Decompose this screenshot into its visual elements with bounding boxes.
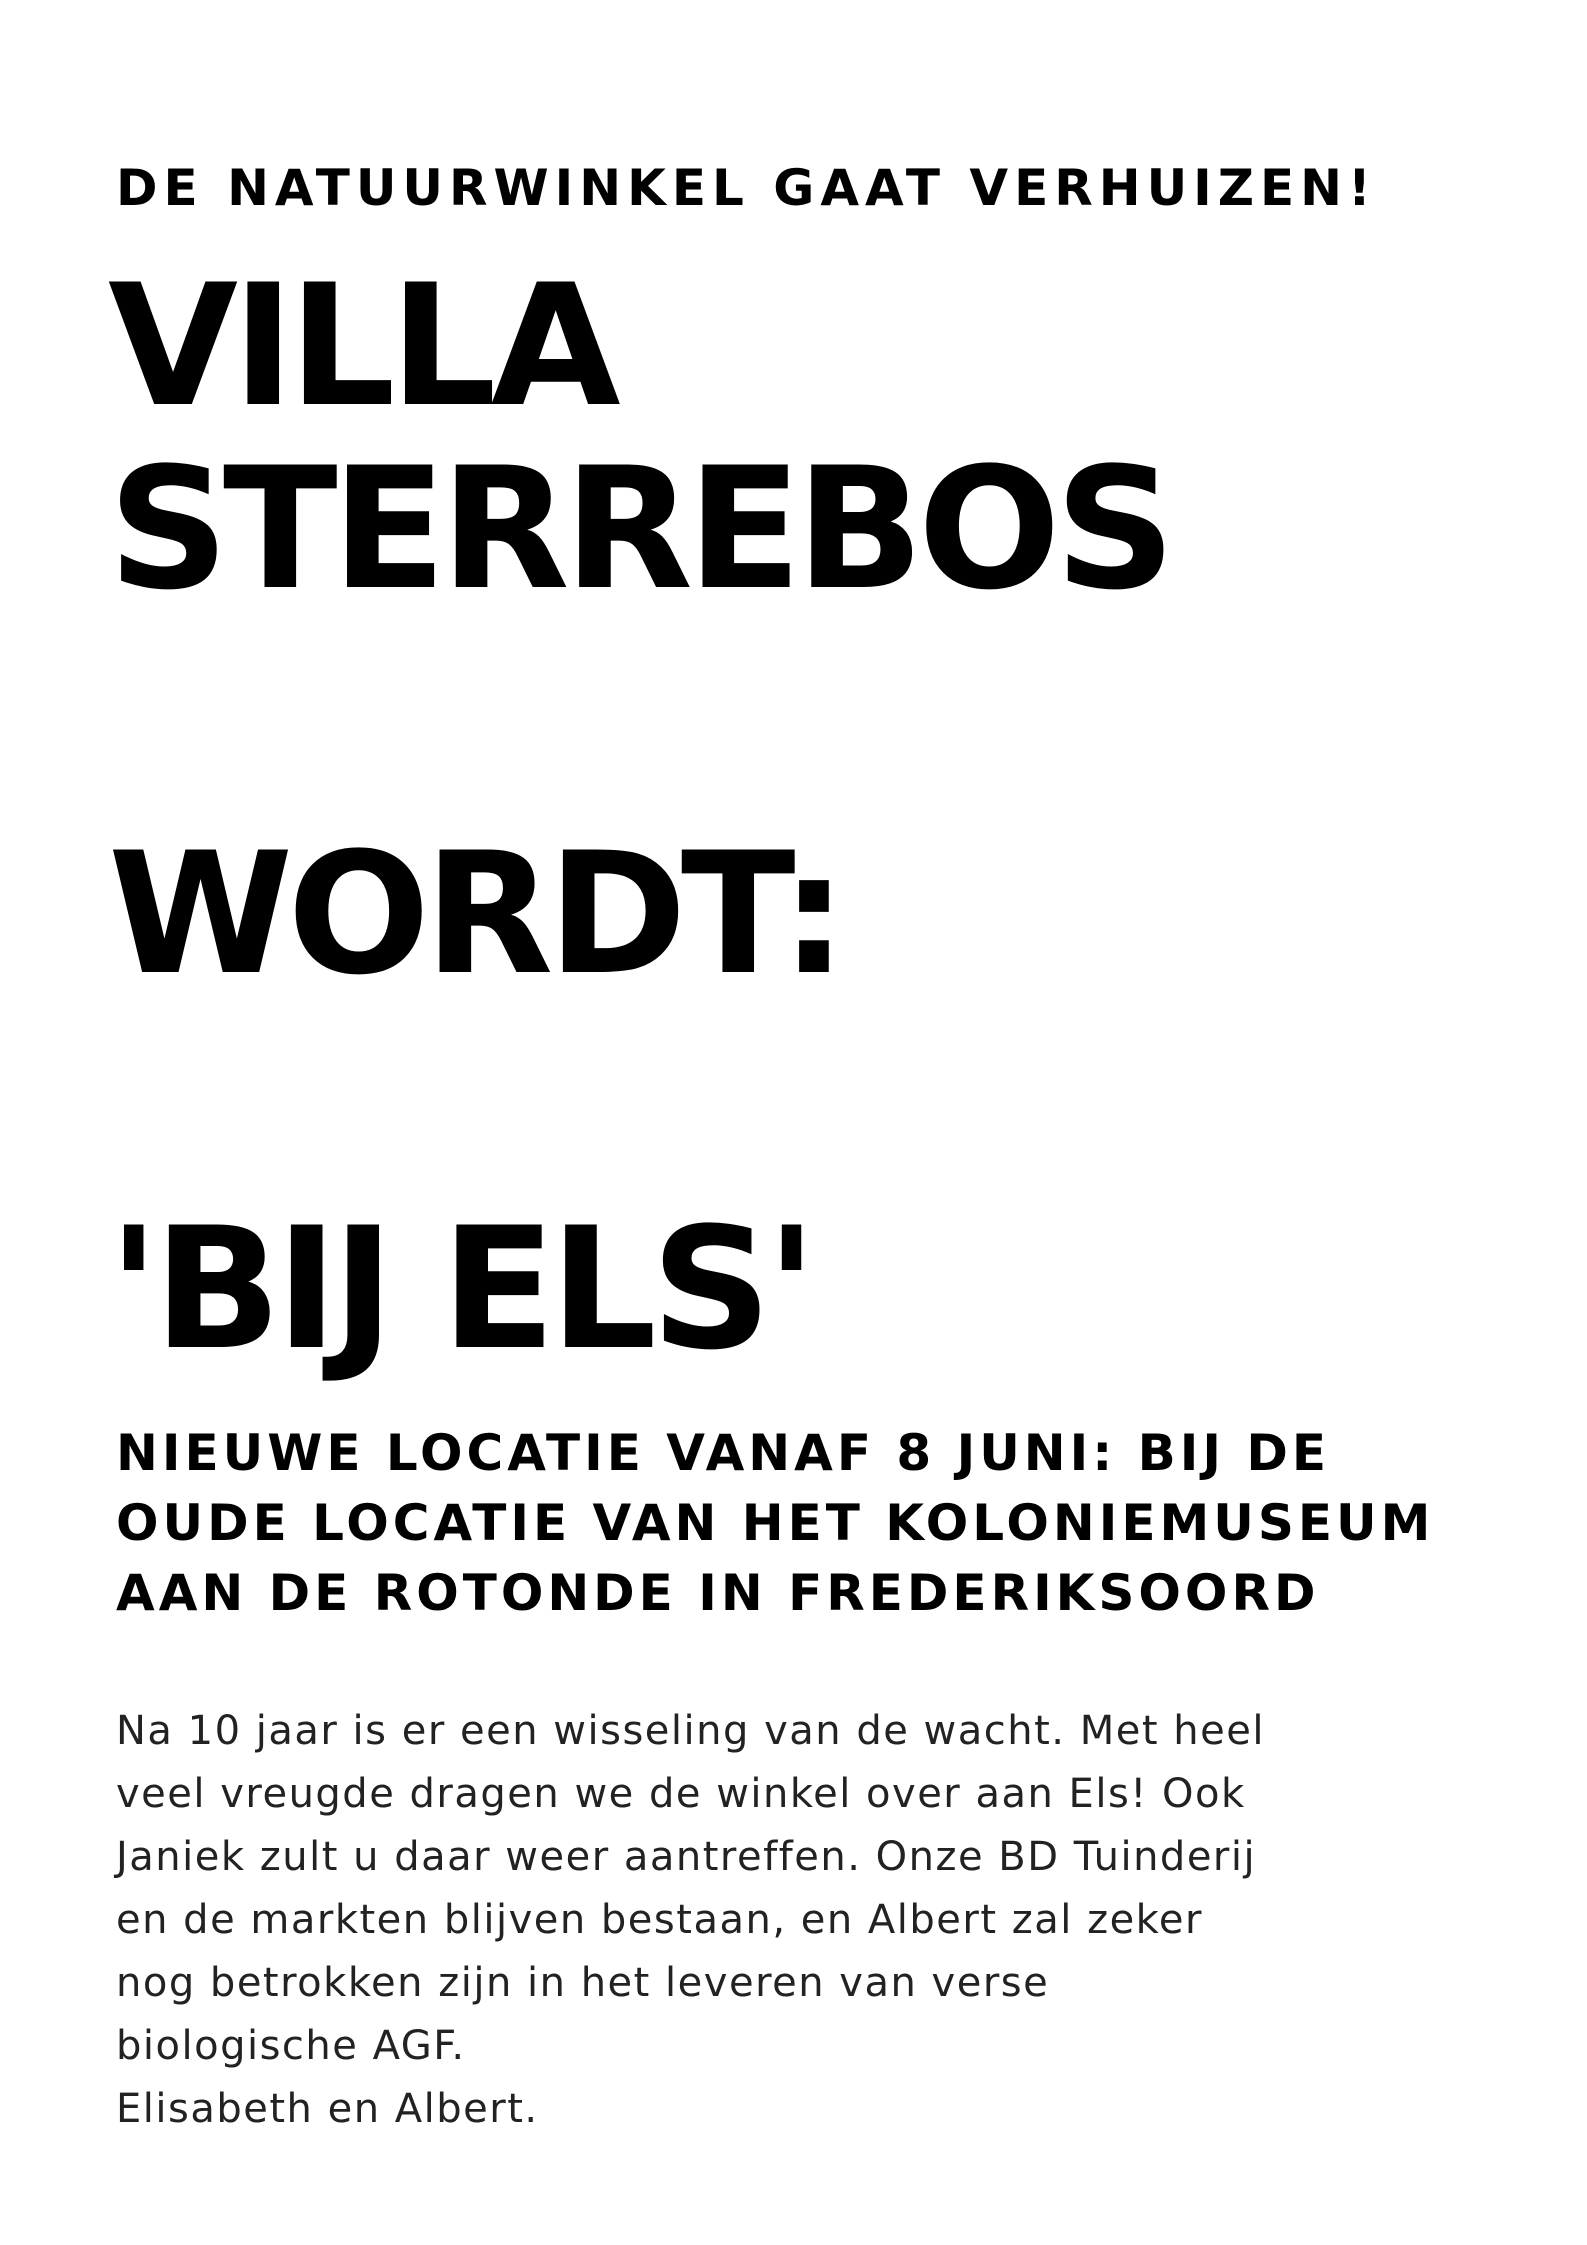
kicker-heading: DE NATUURWINKEL GAAT VERHUIZEN! [116,159,1377,217]
body-line-6: biologische AGF. [116,2023,466,2069]
body-line-3: Janiek zult u daar weer aantreffen. Onze BD Tuinderij [116,1834,1257,1880]
subhead-line-2: OUDE LOCATIE VAN HET KOLONIEMUSEUM [116,1494,1435,1552]
headline-line-wordt: WORDT: [108,816,842,1012]
body-line-5: nog betrokken zijn in het leveren van verse [116,1960,1050,2006]
body-line-2: veel vreugde dragen we de winkel over aan Els! Ook [116,1771,1246,1817]
subhead-line-1: NIEUWE LOCATIE VANAF 8 JUNI: BIJ DE [116,1424,1331,1482]
headline-line-bij-els: 'BIJ ELS' [108,1191,812,1387]
headline-line-sterrebos: STERREBOS [108,431,1170,627]
body-line-4: en de markten blijven bestaan, en Albert zal zeker [116,1897,1203,1943]
headline-line-villa: VILLA [108,248,615,444]
body-line-1: Na 10 jaar is er een wisseling van de wacht. Met heel [116,1708,1265,1754]
signature-line: Elisabeth en Albert. [116,2086,539,2132]
new-location-subheading [116,1418,1556,1628]
body-paragraph [116,1700,1476,2141]
subhead-line-3: AAN DE ROTONDE IN FREDERIKSOORD [116,1564,1320,1622]
